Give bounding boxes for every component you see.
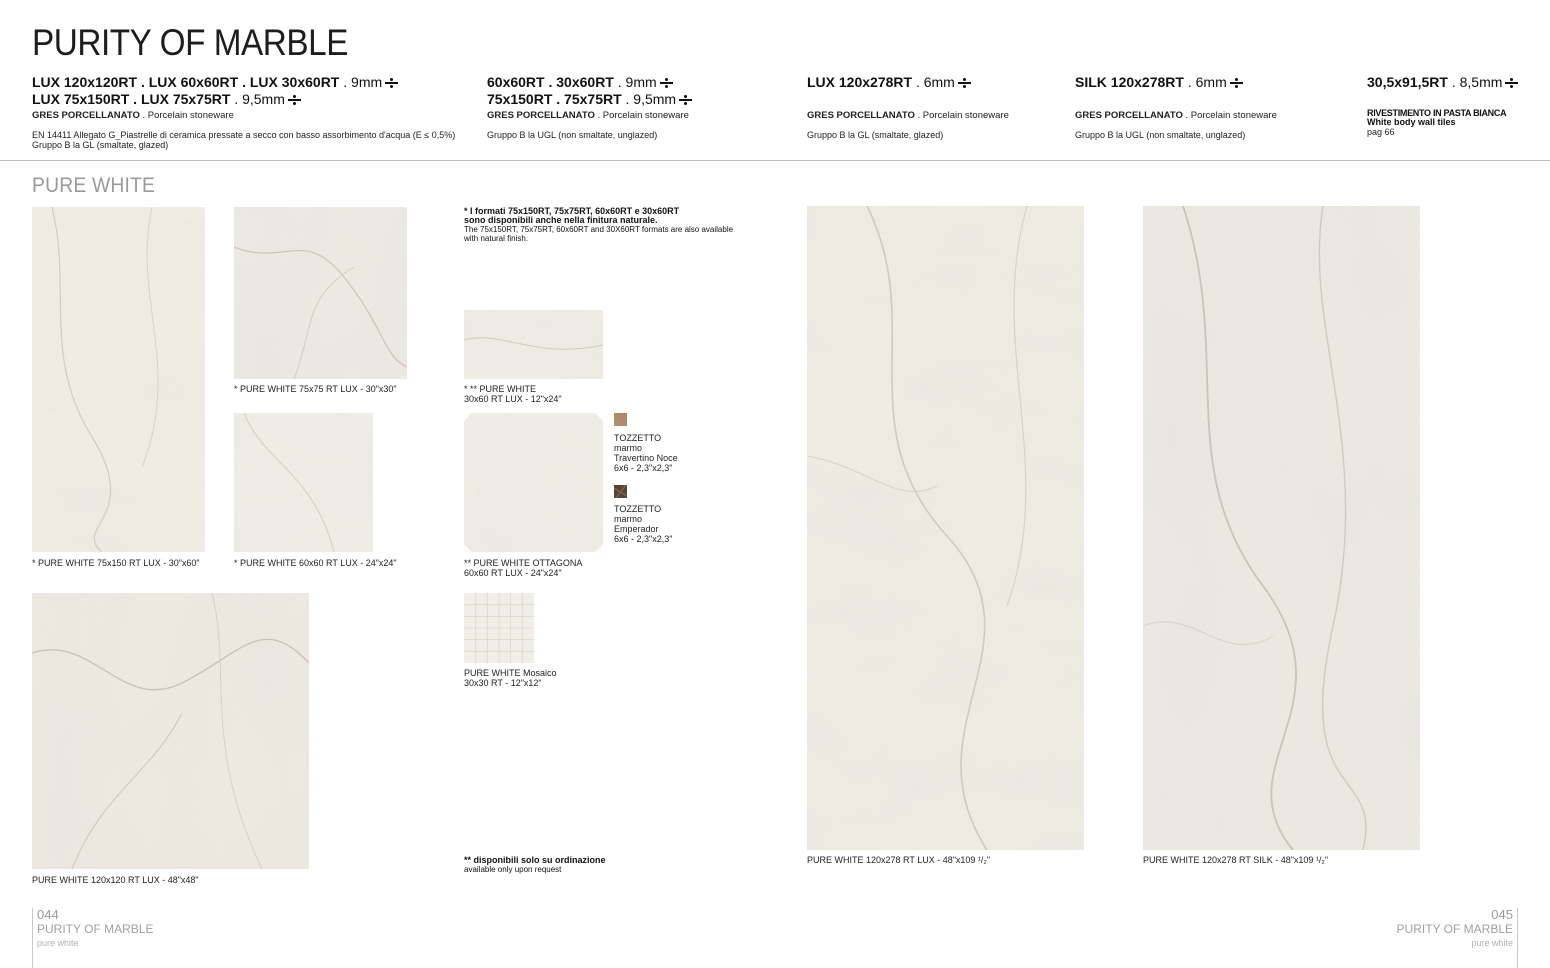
tozzetto-material: marmo — [614, 514, 643, 524]
thickness: . 9,5mm — [621, 91, 677, 107]
format-list: LUX 120x278RT — [807, 74, 913, 90]
page-title: PURITY OF MARBLE — [32, 22, 348, 63]
wall-tile-note: RIVESTIMENTO IN PASTA BIANCA — [1367, 108, 1507, 118]
format-list: 75x150RT . 75x75RT — [487, 91, 622, 107]
footer-subtitle: pure white — [1471, 938, 1513, 948]
order-note-en: available only upon request — [464, 865, 562, 874]
caption-ottagona — [464, 558, 582, 578]
material-translation: . Porcelain stoneware — [594, 110, 689, 121]
tile-image-60x60 — [234, 413, 373, 552]
caption-30x60-line1: * ** PURE WHITE — [464, 384, 537, 394]
formats-note — [464, 207, 733, 243]
thickness: . 9mm — [613, 74, 657, 90]
tozzetto-material: marmo — [614, 443, 643, 453]
group-note: Gruppo B la UGL (non smaltate, unglazed) — [1075, 130, 1246, 140]
rectified-icon — [385, 77, 398, 88]
format-list: SILK 120x278RT — [1075, 74, 1184, 90]
spec-line — [32, 74, 455, 91]
thickness: . 9mm — [339, 74, 383, 90]
tozzetto-label: TOZZETTO — [614, 433, 662, 443]
thickness: . 8,5mm — [1447, 74, 1503, 90]
caption-silk-120x278: PURE WHITE 120x278 RT SILK - 48"x109 ¹/₂" — [1143, 855, 1329, 865]
material-translation: . Porcelain stoneware — [139, 110, 234, 121]
tozzetto-emperador-caption — [614, 504, 672, 544]
spec-column-wall — [1367, 74, 1518, 137]
caption-lux-120x278: PURE WHITE 120x278 RT LUX - 48"x109 ¹/₂" — [807, 855, 991, 865]
group-note: Gruppo B la GL (smaltate, glazed) — [32, 140, 169, 150]
tozzetto-size: 6x6 - 2,3"x2,3" — [614, 463, 673, 473]
tozzetto-label: TOZZETTO — [614, 504, 662, 514]
format-list: LUX 75x150RT . LUX 75x75RT — [32, 91, 231, 107]
rectified-icon — [1230, 77, 1243, 88]
caption-mosaico-line1: PURE WHITE Mosaico — [464, 668, 557, 678]
tozzetto-name: Emperador — [614, 524, 659, 534]
tile-image-75x75 — [234, 207, 407, 379]
formats-note-title-2: sono disponibili anche nella finitura naturale. — [464, 215, 658, 225]
rectified-icon — [1505, 77, 1518, 88]
material-translation: . Porcelain stoneware — [914, 110, 1009, 121]
tozzetto-size: 6x6 - 2,3"x2,3" — [614, 534, 673, 544]
tozzetto-name: Travertino Noce — [614, 453, 678, 463]
spec-column-lux-278 — [807, 74, 1009, 140]
formats-note-title: * I formati 75x150RT, 75x75RT, 60x60RT e 30x60RT — [464, 206, 680, 216]
tile-image-ottagona — [464, 413, 603, 552]
group-note: Gruppo B la UGL (non smaltate, unglazed) — [487, 130, 658, 140]
page-reference: pag 66 — [1367, 127, 1395, 137]
thickness: . 6mm — [912, 74, 955, 90]
section-title: PURE WHITE — [32, 174, 156, 197]
thickness: . 6mm — [1183, 74, 1227, 90]
format-list: 30,5x91,5RT — [1367, 74, 1448, 90]
material-label: GRES PORCELLANATO — [32, 110, 140, 121]
tozzetto-emperador-swatch — [614, 485, 627, 498]
caption-mosaico-line2: 30x30 RT - 12"x12" — [464, 678, 542, 688]
caption-75x150: * PURE WHITE 75x150 RT LUX - 30"x60" — [32, 558, 200, 568]
caption-30x60 — [464, 384, 562, 404]
caption-75x75: * PURE WHITE 75x75 RT LUX - 30"x30" — [234, 384, 397, 394]
footer-left — [37, 907, 153, 948]
caption-ottagona-line2: 60x60 RT LUX - 24"x24" — [464, 568, 562, 578]
tile-image-lux-120x278 — [807, 206, 1084, 850]
spec-column-natural — [487, 74, 692, 140]
footer-left-rule — [32, 908, 33, 968]
caption-120x120: PURE WHITE 120x120 RT LUX - 48"x48" — [32, 875, 199, 885]
tile-image-silk-120x278 — [1143, 206, 1420, 850]
header-divider — [0, 160, 1550, 161]
formats-note-en: The 75x150RT, 75x75RT, 60x60RT and 30X60RT formats are also available — [464, 225, 734, 234]
page-number: 044 — [37, 907, 59, 922]
material-label: GRES PORCELLANATO — [1075, 110, 1183, 121]
format-list: LUX 120x120RT . LUX 60x60RT . LUX 30x60RT — [32, 74, 340, 90]
tile-image-30x60 — [464, 310, 603, 379]
spec-line — [32, 91, 455, 108]
page-number: 045 — [1491, 907, 1513, 922]
group-note: Gruppo B la GL (smaltate, glazed) — [807, 130, 944, 140]
footer-subtitle: pure white — [37, 938, 79, 948]
standard-note: EN 14411 Allegato G_Piastrelle di ceramica pressate a secco con basso assorbimento d'acqua (E ≤ 0,5%) — [32, 130, 456, 140]
spec-column-lux — [32, 74, 455, 150]
tile-image-75x150 — [32, 207, 205, 552]
tile-image-120x120 — [32, 593, 309, 869]
spec-column-silk-278 — [1075, 74, 1277, 140]
rectified-icon — [679, 94, 692, 105]
wall-tile-note-en: White body wall tiles — [1367, 117, 1456, 127]
format-list: 60x60RT . 30x60RT — [487, 74, 614, 90]
caption-60x60: * PURE WHITE 60x60 RT LUX - 24"x24" — [234, 558, 397, 568]
footer-title: PURITY OF MARBLE — [1396, 922, 1513, 936]
rectified-icon — [958, 77, 971, 88]
formats-note-en-2: with natural finish. — [464, 234, 529, 243]
caption-mosaico — [464, 668, 557, 688]
material-label: GRES PORCELLANATO — [487, 110, 595, 121]
order-note — [464, 856, 606, 874]
thickness: . 9,5mm — [230, 91, 285, 107]
order-note-title: ** disponibili solo su ordinazione — [464, 855, 606, 865]
footer-right-rule — [1517, 908, 1518, 968]
rectified-icon — [660, 77, 673, 88]
material-label: GRES PORCELLANATO — [807, 110, 915, 121]
material-translation: . Porcelain stoneware — [1182, 110, 1277, 121]
caption-ottagona-line1: ** PURE WHITE OTTAGONA — [464, 558, 583, 568]
rectified-icon — [288, 94, 301, 105]
tozzetto-travertino-swatch — [614, 413, 627, 426]
footer-right — [1397, 907, 1513, 948]
tile-image-mosaico — [464, 593, 534, 663]
tozzetto-travertino-caption — [614, 433, 678, 473]
footer-title: PURITY OF MARBLE — [37, 922, 154, 936]
caption-30x60-line2: 30x60 RT LUX - 12"x24" — [464, 394, 562, 404]
